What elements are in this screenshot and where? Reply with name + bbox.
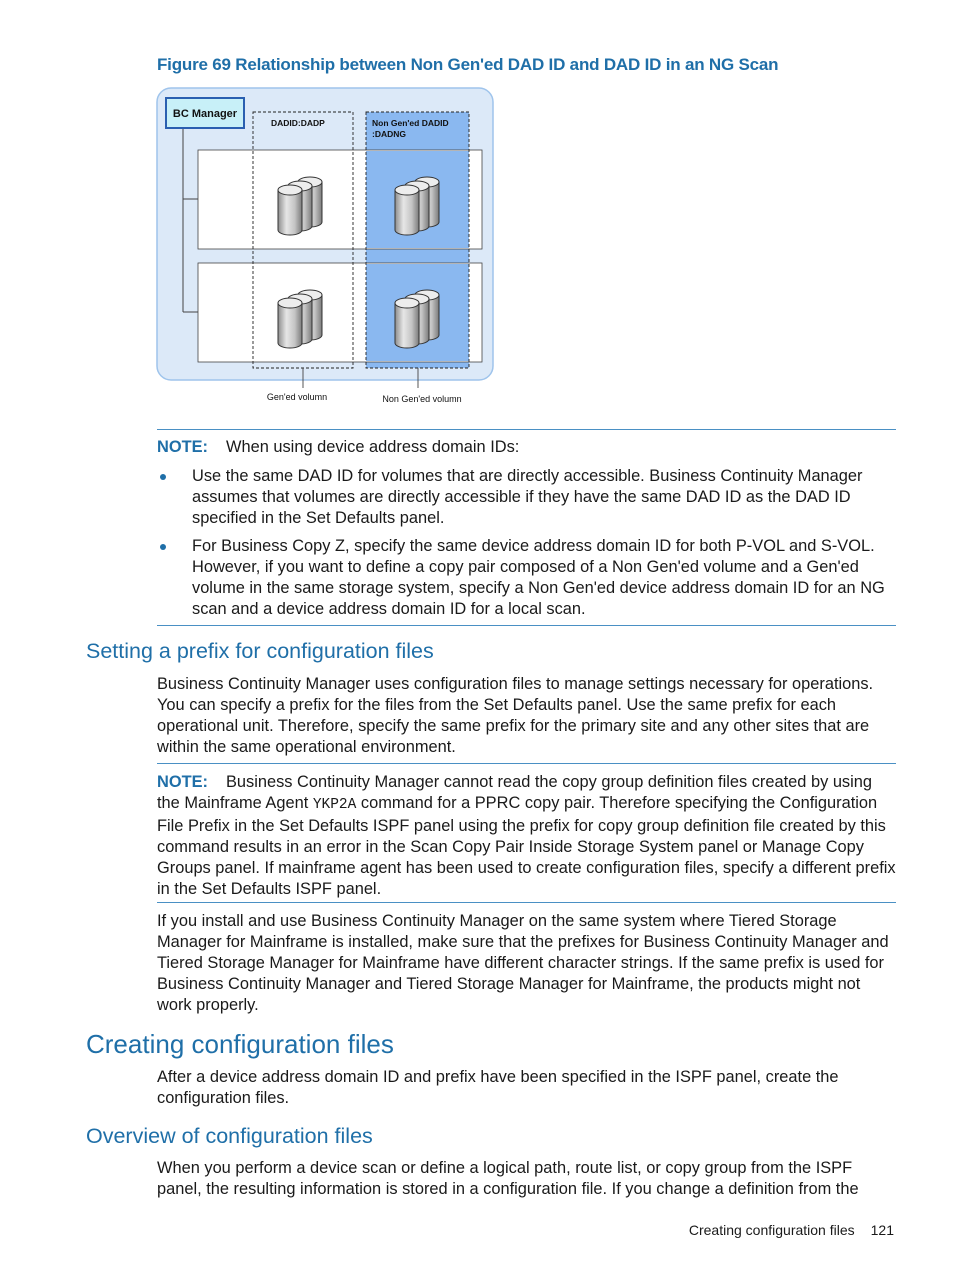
list-item: Use the same DAD ID for volumes that are directly accessible. Business Continuity Manager assumes that volumes are directly accessible if they have the same DAD ID as the DAD ID specified in the Set Defaults panel. — [157, 466, 896, 529]
note-intro-text: When using device address domain IDs: — [226, 438, 520, 456]
volume-stack-icon — [395, 177, 439, 235]
note-text: command for a PPRC copy pair. Therefore specifying the Configuration File Prefix in the Set Defaults ISPF panel using the prefix for copy group definition file created by this command results in an error in the Scan Copy Pair Inside Storage System panel or Manage Copy Groups panel. If mainframe agent has been used to create configuration files, specify a different prefix in the Set Defaults ISPF panel. — [157, 794, 896, 898]
bc-manager-label: BC Manager — [172, 108, 238, 120]
section-heading-prefix: Setting a prefix for configuration files — [86, 639, 434, 663]
note-bottom-rule — [157, 625, 896, 626]
creating-paragraph: After a device address domain ID and prefix have been specified in the ISPF panel, create the configuration files. — [157, 1068, 839, 1107]
note-label: NOTE: — [157, 438, 208, 456]
note2-bottom-rule — [157, 902, 896, 903]
figure-caption: Figure 69 Relationship between Non Gen'ed DAD ID and DAD ID in an NG Scan — [157, 55, 779, 74]
note-text: Business Continuity Manager cannot read the copy group definition files created by using the Mainframe Agent — [157, 773, 872, 812]
col-dadid-label: DADID:DADP — [271, 118, 325, 128]
prefix-paragraph-2: If you install and use Business Continuity Manager on the same system where Tiered Storage Manager for Mainframe is installed, make sure that the prefixes for Business Continuity Manager and Tiered Storage Manager for Mainframe have different character strings. If the same prefix is used for Business Continuity Manager and Tiered Storage Manager for Mainframe, the products might not work properly. — [157, 912, 889, 1014]
note-bullet-list — [157, 466, 896, 627]
page-number: 121 — [870, 1222, 894, 1238]
col-ng-label-2: :DADNG — [372, 129, 406, 139]
footer-title: Creating configuration files — [688, 1222, 855, 1238]
command-code: YKP2A — [312, 797, 357, 813]
note-top-rule — [157, 429, 896, 430]
note-label: NOTE: — [157, 773, 208, 791]
dadid-relationship-diagram — [150, 84, 510, 410]
gened-volume-label: Gen'ed volumn — [266, 392, 328, 402]
overview-paragraph: When you perform a device scan or define a logical path, route list, or copy group from the ISPF panel, the resulting information is stored in a configuration file. If you change a definition from the — [157, 1159, 859, 1198]
note-intro — [157, 437, 896, 458]
volume-stack-icon — [278, 177, 322, 235]
list-item: For Business Copy Z, specify the same device address domain ID for both P-VOL and S-VOL. However, if you want to define a copy pair composed of a Non Gen'ed volume and a Gen'ed volume in the same storage system, specify a Non Gen'ed device address domain ID for an NG scan and a device address domain ID for a local scan. — [157, 536, 896, 620]
section-heading-creating: Creating configuration files — [86, 1029, 394, 1059]
volume-stack-icon — [278, 290, 322, 348]
volume-stack-icon — [395, 290, 439, 348]
prefix-note — [157, 772, 898, 900]
note2-top-rule — [157, 763, 896, 764]
section-heading-overview: Overview of configuration files — [86, 1124, 373, 1148]
page-footer — [689, 1222, 894, 1238]
col-ng-label-1: Non Gen'ed DADID — [372, 118, 449, 128]
prefix-paragraph: Business Continuity Manager uses configuration files to manage settings necessary for operations. You can specify a prefix for the files from the Set Defaults panel. Use the same prefix for each operational unit. Therefore, specify the same prefix for the primary site and any other sites that are within the same operational environment. — [157, 675, 874, 756]
non-gened-volume-label: Non Gen'ed volumn — [382, 394, 462, 404]
